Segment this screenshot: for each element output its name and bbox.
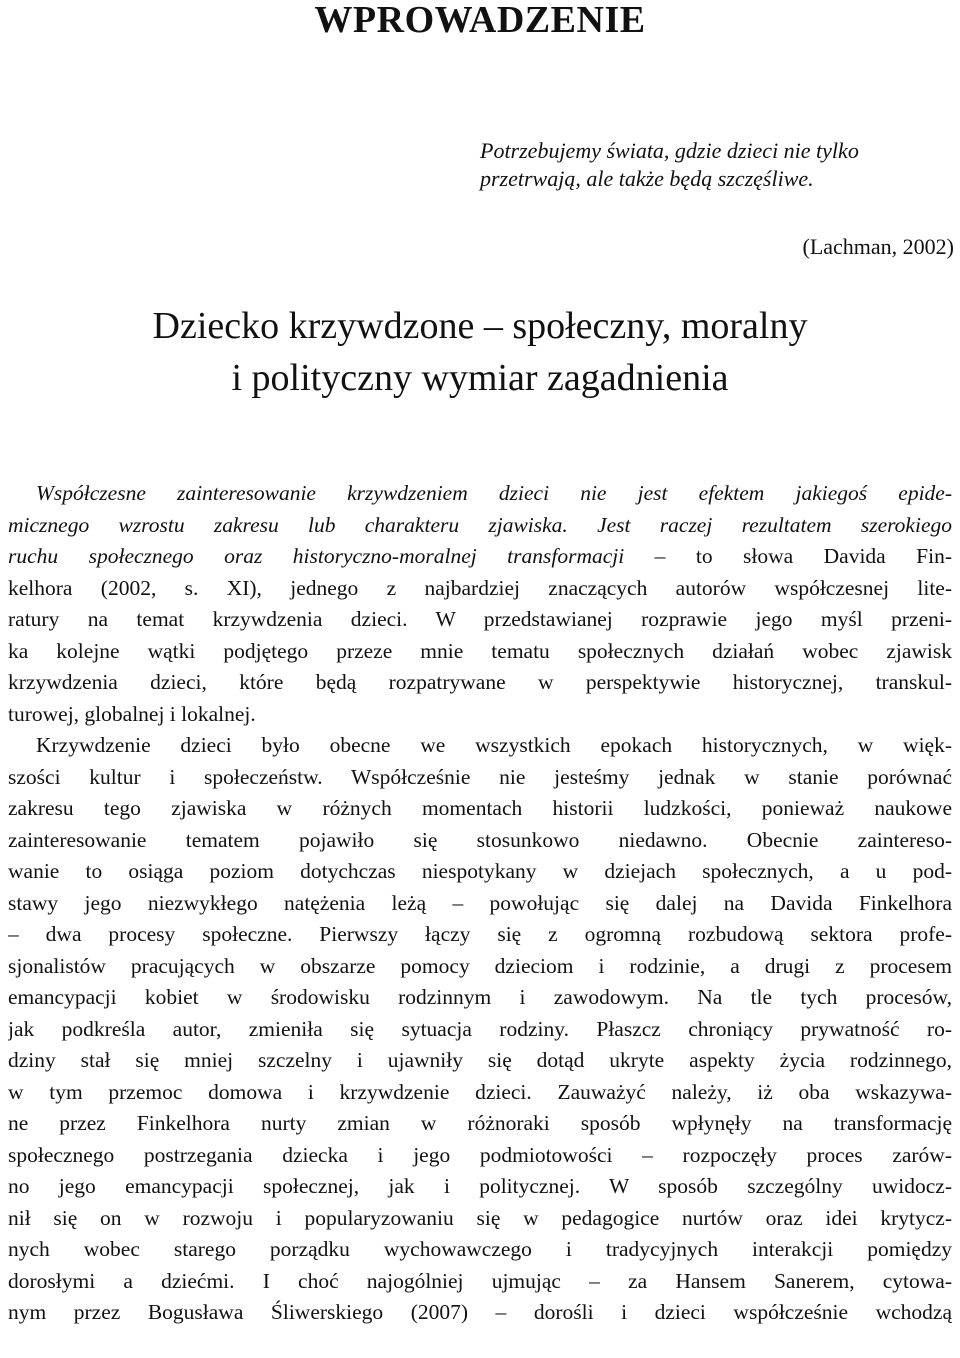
text-line: zainteresowanie tematem pojawiło się stosunkowo niedawno. Obecnie zaintereso- (8, 827, 952, 852)
text-line: społecznego postrzegania dziecka i jego podmiotowości – rozpoczęły proces zarów- (8, 1142, 952, 1167)
text-line: krzywdzenia dzieci, które będą rozpatrywane w perspektywie historycznej, transkul- (8, 670, 952, 694)
text-line: nym przez Bogusława Śliwerskiego (2007) – dorośli i dzieci współcześnie wchodzą (8, 1300, 952, 1324)
text-line: w tym przemoc domowa i krzywdzenie dzieci. Zauważyć należy, iż oba wskazywa- (8, 1079, 952, 1104)
epigraph (480, 137, 950, 193)
text-line: turowej, globalnej i lokalnej. (8, 701, 256, 726)
text-line: Krzywdzenie dzieci było obecne we wszystkich epokach historycznych, w więk- (36, 733, 952, 757)
text-line: ratury na temat krzywdzenia dzieci. W przedstawianej rozprawie jego myśl przeni- (8, 607, 952, 631)
text-line: sjonalistów pracujących w obszarze pomocy dzieciom i rodzinie, a drugi z procesem (8, 953, 952, 978)
text-line: no jego emancypacji społecznej, jak i politycznej. W sposób szczególny uwidocz- (8, 1174, 952, 1198)
chapter-heading: WPROWADZENIE (314, 0, 646, 41)
text-line: nych wobec starego porządku wychowawczego i tradycyjnych interakcji pomiędzy (8, 1237, 952, 1261)
section-title-line: i polityczny wymiar zagadnienia (231, 357, 729, 399)
epigraph-line: Potrzebujemy świata, gdzie dzieci nie tylko (480, 138, 859, 163)
text-line: Współczesne zainteresowanie krzywdzeniem dzieci nie jest efektem jakiegoś epide- (36, 481, 952, 505)
text-line (8, 541, 952, 573)
text-line: zakresu tego zjawiska w różnych momentach historii ludzkości, ponieważ naukowe (8, 796, 952, 820)
text-line: szości kultur i społeczeństw. Współcześnie nie jesteśmy jednak w stanie porównać (8, 764, 952, 789)
text-line: dorosłymi a dziećmi. I choć najogólniej ujmując – za Hansem Sanerem, cytowa- (8, 1268, 952, 1293)
text-line: wanie to osiąga poziom dotychczas niespotykany w dziejach społecznych, a u pod- (8, 859, 952, 883)
quote-fragment: ruchu społecznego oraz historyczno-moralnej transformacji (8, 544, 625, 568)
section-title-line: Dziecko krzywdzone – społeczny, moralny (152, 305, 808, 347)
text-line: stawy jego niezwykłego natężenia leżą – powołując się dalej na Davida Finkelhora (8, 890, 952, 915)
text-fragment: – to słowa Davida Fin- (624, 544, 952, 568)
epigraph-citation: (Lachman, 2002) (802, 234, 954, 259)
quote-fragment: micznego wzrostu zakresu lub charakteru zjawiska. (8, 512, 568, 537)
epigraph-line: przetrwają, ale także będą szczęśliwe. (480, 166, 814, 191)
text-line: – dwa procesy społeczne. Pierwszy łączy się z ogromną rozbudową sektora profe- (8, 922, 952, 946)
text-line: ne przez Finkelhora nurty zmian w różnoraki sposób wpłynęły na transformację (8, 1111, 952, 1135)
body-text (8, 478, 952, 1329)
text-line: nił się on w rozwoju i popularyzowaniu się w pedagogice nurtów oraz idei krytycz- (8, 1205, 952, 1230)
text-line: ka kolejne wątki podjętego przeze mnie tematu społecznych działań wobec zjawisk (8, 638, 952, 663)
text-line (8, 510, 952, 542)
section-title (0, 300, 960, 404)
text-line: dziny stał się mniej szczelny i ujawniły się dotąd ukryte aspekty życia rodzinnego, (8, 1048, 952, 1072)
text-line: jak podkreśla autor, zmieniła się sytuacja rodziny. Płaszcz chroniący prywatność ro- (8, 1016, 952, 1041)
text-line: emancypacji kobiet w środowisku rodzinnym i zawodowym. Na tle tych procesów, (8, 985, 952, 1009)
quote-fragment: Jest raczej rezultatem szerokiego (567, 512, 952, 537)
text-line: kelhora (2002, s. XI), jednego z najbardziej znaczących autorów współczesnej lite- (8, 575, 952, 600)
